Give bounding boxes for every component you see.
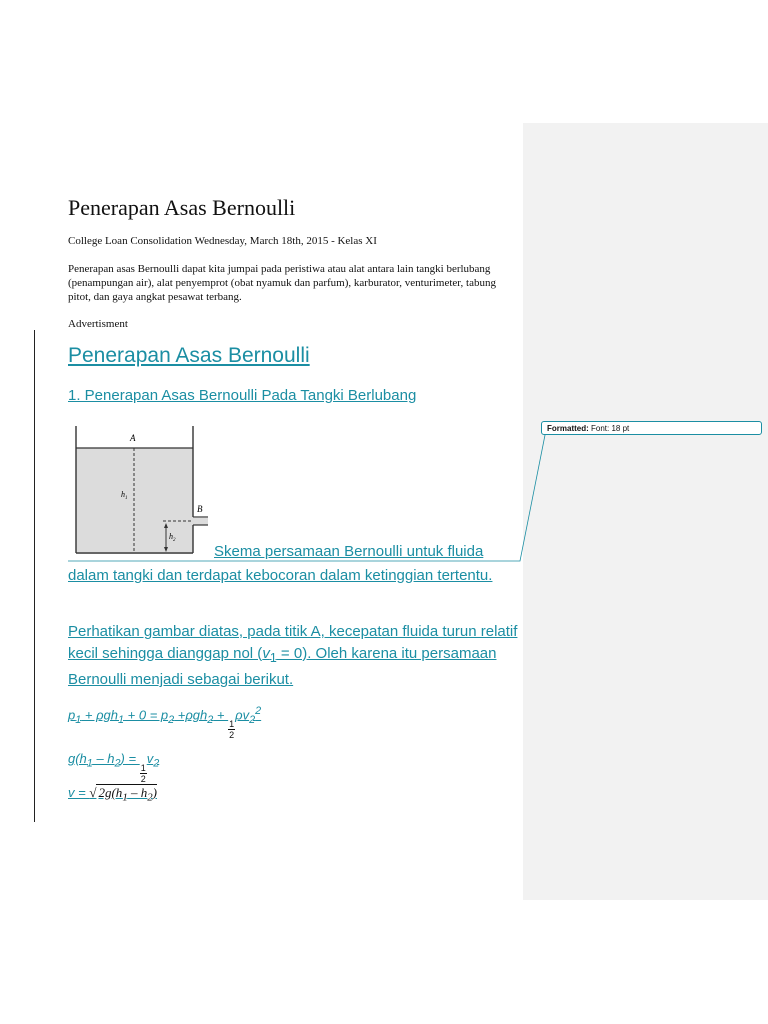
explanation-paragraph xyxy=(68,621,518,691)
fraction-half: $\frac{1}{2}$ xyxy=(229,719,235,741)
intro-paragraph: Penerapan asas Bernoulli dapat kita jumpai pada peristiwa atau alat antara lain tangki berlubang (penampungan air), alat penyemprot (obat nyamuk dan parfum), karburator, venturimeter, tabung pitot, dan gaya angkat pesawat terbang. xyxy=(68,263,496,303)
outlet-fluid xyxy=(193,518,208,525)
byline: College Loan Consolidation Wednesday, March 18th, 2015 - Kelas XI xyxy=(68,235,377,247)
label-h1: $h_1$ xyxy=(121,490,128,501)
figure-caption-line1: Skema persamaan Bernoulli untuk fluida xyxy=(214,543,484,560)
section-heading: Penerapan Asas Bernoulli xyxy=(68,344,310,367)
square-root: √ $2g(h_1 - h_2)$ xyxy=(89,785,157,804)
fraction-half: $\frac{1}{2}$ xyxy=(140,763,146,784)
page-title: Penerapan Asas Bernoulli xyxy=(68,195,296,220)
label-b: B xyxy=(197,504,203,514)
para-var: v xyxy=(262,644,270,662)
para-sub: 1 xyxy=(269,650,277,665)
label-a: A xyxy=(130,433,136,443)
para-text-before: Perhatikan gambar diatas, pada titik A, kecepatan fluida turun relatif kecil sehingga dianggap nol ( xyxy=(68,623,518,662)
change-bar xyxy=(34,330,35,822)
subsection-heading: 1. Penerapan Asas Bernoulli Pada Tangki Berlubang xyxy=(68,387,417,404)
tank-diagram xyxy=(68,420,214,558)
para-text-after: = 0). Oleh karena itu persamaan Bernoulli menjadi sebagai berikut. xyxy=(68,644,497,688)
equation-2: $g(h_1 - h_2)$ = $\frac{1}{2}$ $v_2$ xyxy=(68,751,160,784)
figure-caption-rest: dalam tangki dan terdapat kebocoran dalam ketinggian tertentu. xyxy=(68,567,493,584)
advert-label: Advertisment xyxy=(68,318,128,330)
label-h2: $h_2$ xyxy=(169,532,176,543)
equation-3: v = √ $2g(h_1 - h_2)$ xyxy=(68,785,157,804)
equation-1: $p_1 + \rho gh_1 + 0 = p_2 +\rho gh_2$ + $\frac{1}{2}$ $\rho v_2^2$ xyxy=(68,705,262,741)
markup-pane xyxy=(523,123,768,900)
formatting-comment-balloon[interactable]: Formatted: Font: 18 pt xyxy=(541,421,762,435)
